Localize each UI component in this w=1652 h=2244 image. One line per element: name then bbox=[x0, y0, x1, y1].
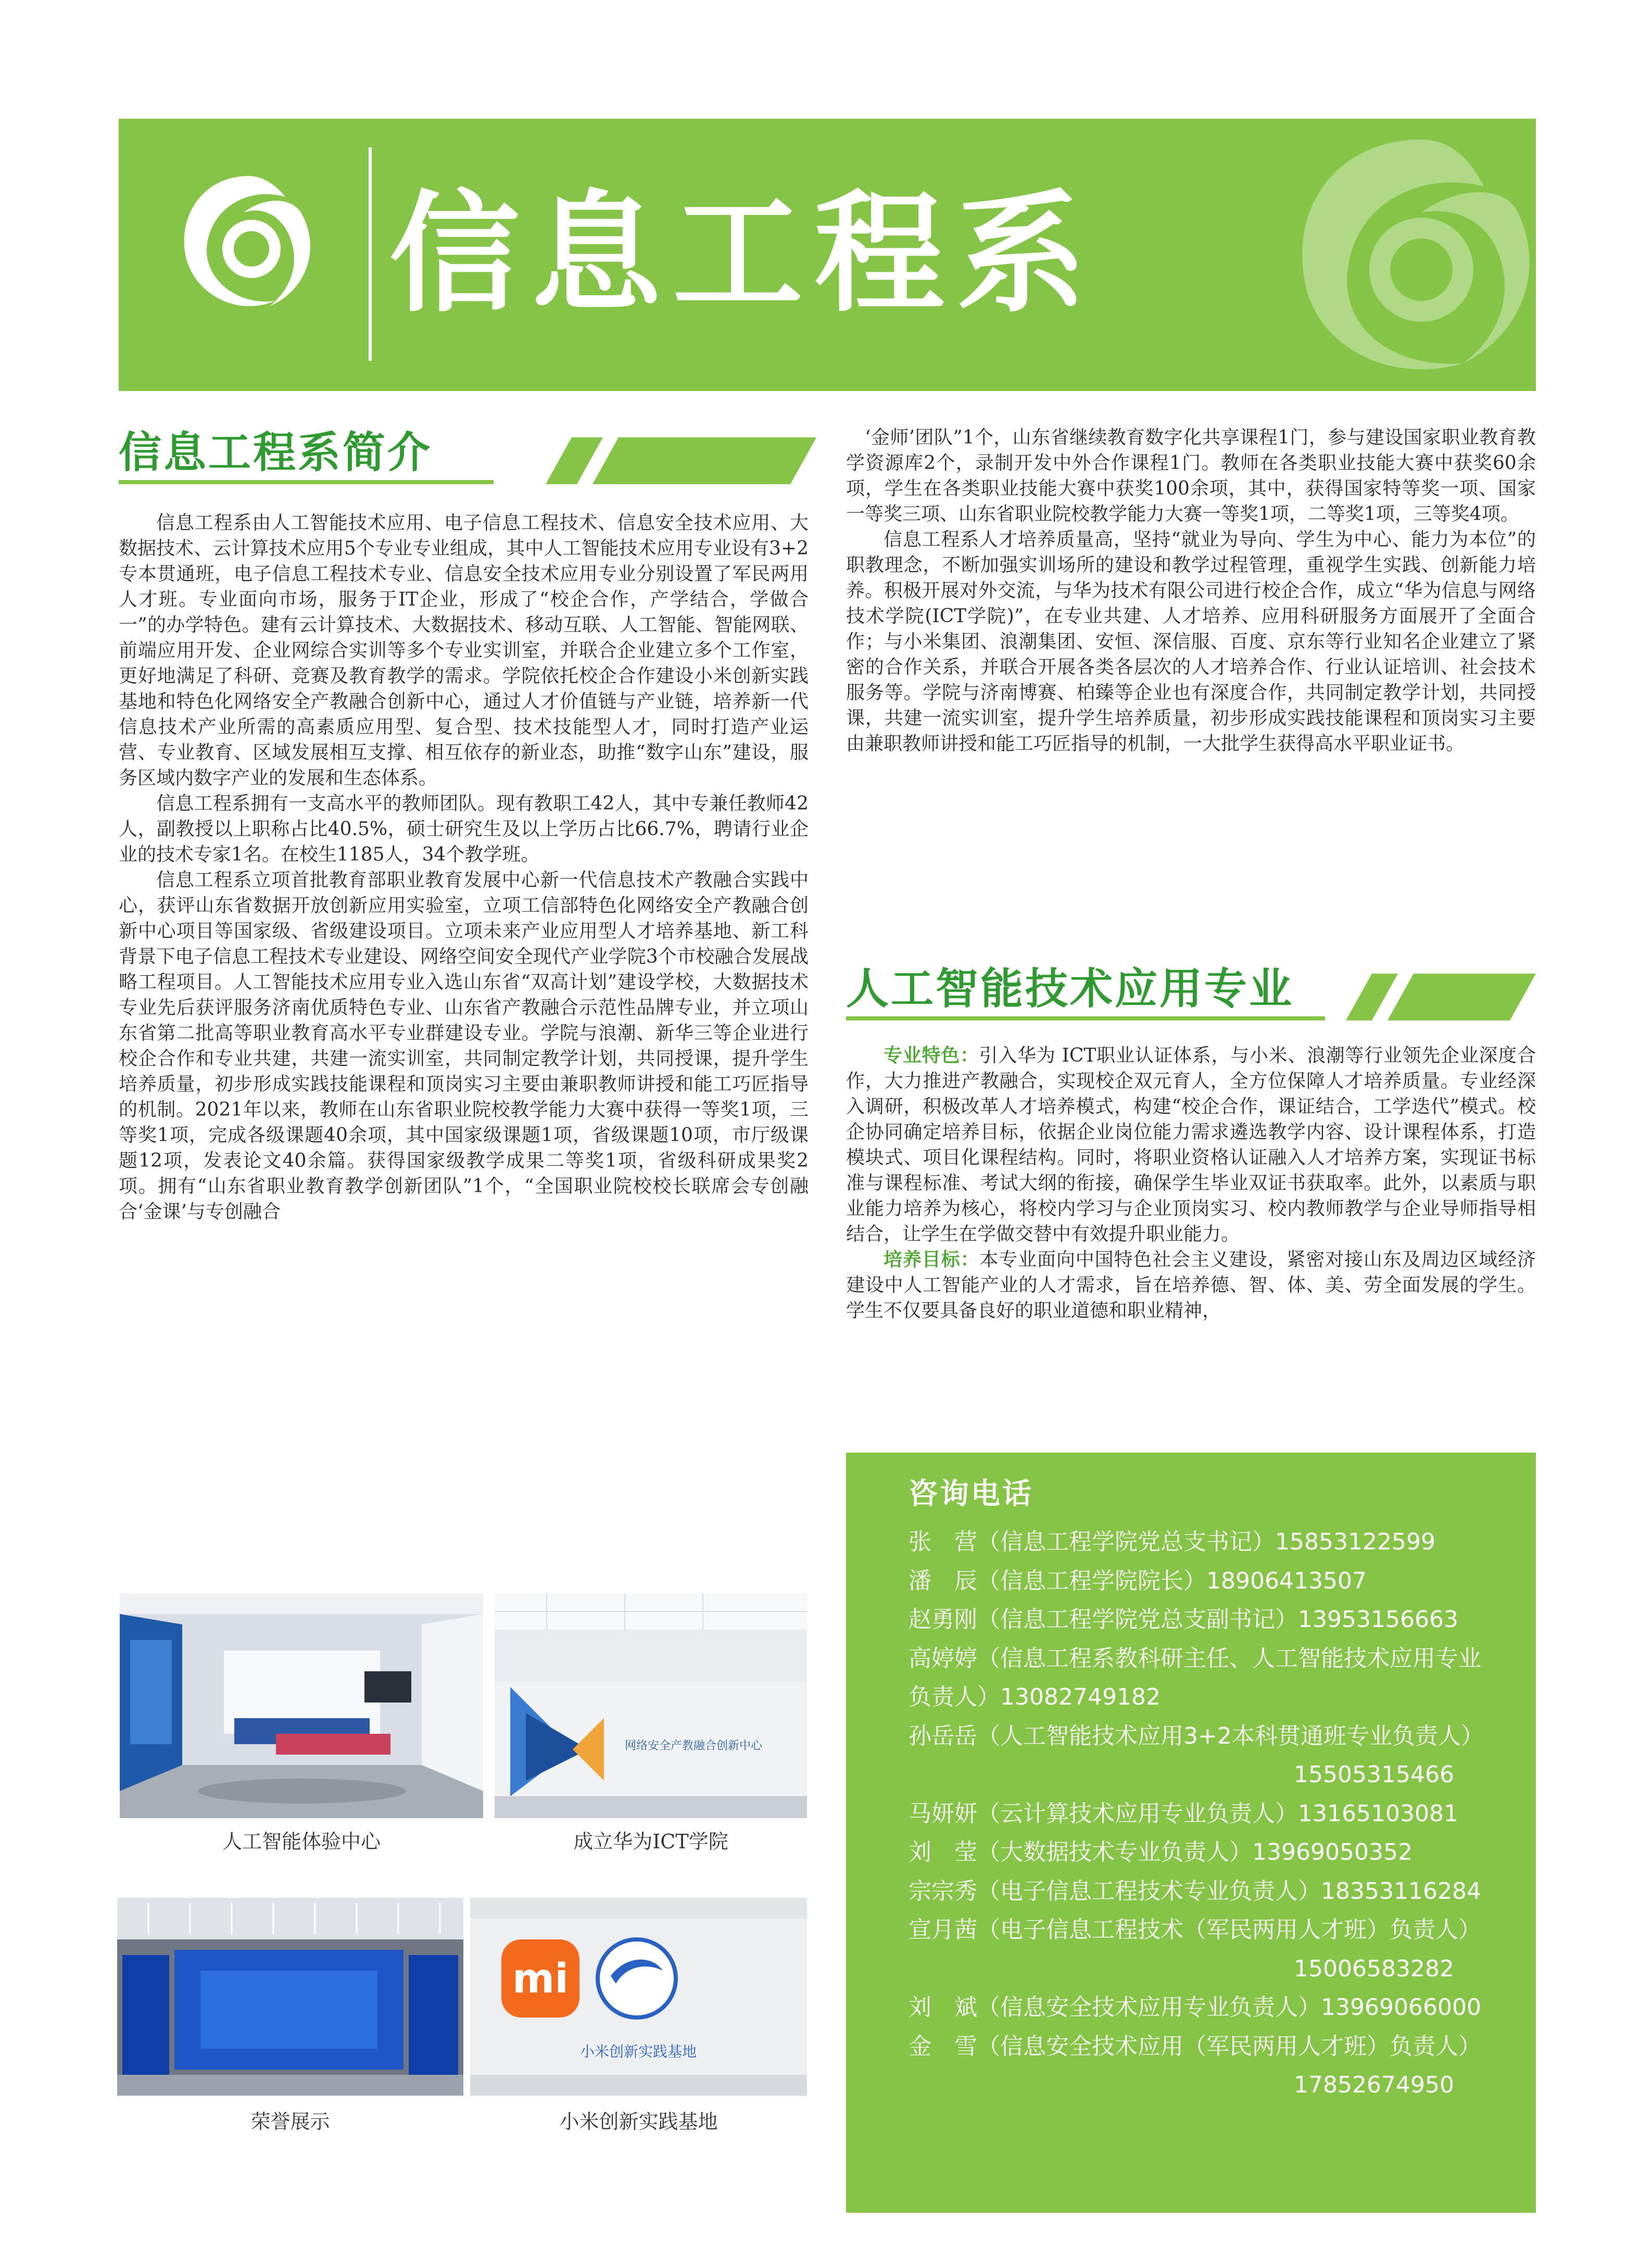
contact-line: 高婷婷（信息工程系教科研主任、人工智能技术应用专业 bbox=[909, 1645, 1481, 1672]
feature-text: 引入华为 ICT职业认证体系，与小米、浪潮等行业领先企业深度合作，大力推进产教融合，实现校企双元育人，全方位保障人才培养质量。专业经深入调研，积极改革人才培养模式，构建“校企合作，课证结合，工学迭代”模式。校企协同确定培养目标，依据企业岗位能力需求遴选教学内容、设计课程体系，打造模块式、项目化课程结构。同时，将职业资格认证融入人才培养方案，实现证书标准与课程标准、考试大纲的衔接，确保学生毕业双证书获取率。此外，以素质与职业能力培养为核心，将校内学习与企业顶岗实习、校内教师教学与企业导师指导相结合，让学生在学做交替中有效提升职业能力。 bbox=[846, 1045, 1536, 1245]
contact-line: 赵勇刚（信息工程学院党总支副书记）13953156663 bbox=[909, 1606, 1458, 1633]
photo-xiaomi-base bbox=[470, 1898, 807, 2096]
goal-text: 本专业面向中国特色社会主义建设，紧密对接山东及周边区域经济建设中人工智能产业的人才需求，旨在培养德、智、体、美、劳全面发展的学生。学生不仅要具备良好的职业道德和职业精神， bbox=[846, 1249, 1536, 1321]
contact-line: 刘 莹（大数据技术专业负责人）13969050352 bbox=[909, 1839, 1413, 1865]
caption-honor: 荣誉展示 bbox=[250, 2110, 330, 2133]
heading-stripes bbox=[1315, 974, 1536, 1020]
contact-line: 张 营（信息工程学院党总支书记）15853122599 bbox=[909, 1529, 1435, 1555]
banner-divider bbox=[369, 147, 372, 361]
section-heading-intro bbox=[119, 427, 816, 484]
ai-major-text bbox=[846, 1043, 1536, 1323]
intro-paragraph-1: 信息工程系由人工智能技术应用、电子信息工程技术、信息安全技术应用、大数据技术、云计算技术应用5个专业专业组成，其中人工智能技术应用专业设有3+2专本贯通班，电子信息工程技术专业、信息安全技术应用专业分别设置了军民两用人才班。专业面向市场，服务于IT企业，形成了“校企合作，产学结合，学做合一”的办学特色。建有云计算技术、大数据技术、移动互联、人工智能、智能网联、前端应用开发、企业网综合实训等多个专业实训室，并联合企业建立多个工作室，更好地满足了科研、竞赛及教育教学的需求。学院依托校企合作建设小米创新实践基地和特色化网络安全产教融合创新中心，通过人才价值链与产业链，培养新一代信息技术产业所需的高素质应用型、复合型、技术技能型人才，同时打造产业运营、专业教育、区域发展相互支撑、相互依存的新业态，助推“数字山东”建设，服务区域内数字产业的发展和生态体系。 bbox=[119, 512, 809, 789]
logo-swirl-icon bbox=[171, 166, 327, 322]
heading-stripes bbox=[525, 437, 816, 484]
contact-line: 孙岳岳（人工智能技术应用3+2本科贯通班专业负责人） bbox=[909, 1722, 1484, 1749]
right-column-text bbox=[846, 425, 1536, 757]
caption-xiaomi: 小米创新实践基地 bbox=[559, 2110, 718, 2133]
contact-phone-line: 17852674950 bbox=[1294, 2072, 1454, 2098]
photo-ai-experience-center bbox=[120, 1593, 483, 1818]
contact-line: 刘 斌（信息安全技术应用专业负责人）13969066000 bbox=[909, 1994, 1481, 2021]
goal-label: 培养目标： bbox=[884, 1249, 980, 1270]
intro-paragraph-3: 信息工程系立项首批教育部职业教育发展中心新一代信息技术产教融合实践中心，获评山东省数据开放创新应用实验室，立项工信部特色化网络安全产教融合创新中心项目等国家级、省级建设项目。立项未来产业应用型人才培养基地、新工科背景下电子信息工程技术专业建设、网络空间安全现代产业学院3个市校融合发展战略工程项目。人工智能技术应用专业入选山东省“双高计划”建设学校，大数据技术专业先后获评服务济南优质特色专业、山东省产教融合示范性品牌专业，并立项山东省第二批高等职业教育高水平专业群建设专业。学院与浪潮、新华三等企业进行校企合作和专业共建，共建一流实训室，共同制定教学计划，共同授课，提升学生培养质量，初步形成实践技能课程和顶岗实习主要由兼职教师讲授和能工巧匠指导的机制。2021年以来，教师在山东省职业院校教学能力大赛中获得一等奖1项，三等奖1项，完成各级课题40余项，其中国家级课题1项，省级课题10项，市厅级课题12项，发表论文40余篇。获得国家级教学成果二等奖1项，省级科研成果奖2项。拥有“山东省职业教育教学创新团队”1个，“全国职业院校校长联席会专创融合‘金课’与专创融合 bbox=[119, 869, 809, 1222]
intro-paragraph-2: 信息工程系拥有一支高水平的教师团队。现有教职工42人，其中专兼任教师42人，副教授以上职称占比40.5%，硕士研究生及以上学历占比66.7%，聘请行业企业的技术专家1名。在校生1185人，34个教学班。 bbox=[119, 793, 809, 865]
contact-line: 负责人）13082749182 bbox=[909, 1684, 1161, 1710]
contact-line: 马妍妍（云计算技术应用专业负责人）13165103081 bbox=[909, 1800, 1458, 1827]
wall-sign-text: 网络安全产教融合创新中心 bbox=[625, 1739, 763, 1753]
feature-paragraph bbox=[846, 1043, 1536, 1247]
section-heading-intro-label: 信息工程系简介 bbox=[119, 428, 433, 477]
contact-heading: 咨询电话 bbox=[909, 1477, 1033, 1511]
intro-paragraph-3-cont: ‘金师’团队”1个，山东省继续教育数字化共享课程1门，参与建设国家职业教育教学资源库2个，录制开发中外合作课程1门。教师在各类职业技能大赛中获奖60余项，学生在各类职业技能大赛中获奖100余项，其中，获得国家特等奖一项、国家一等奖三项、山东省职业院校教学能力大赛一等奖1项，二等奖1项，三等奖4项。 bbox=[846, 427, 1536, 525]
contact-phone-line: 15006583282 bbox=[1294, 1955, 1454, 1982]
contact-list bbox=[909, 1523, 1523, 2105]
heading-underline bbox=[119, 480, 494, 484]
caption-ai-center: 人工智能体验中心 bbox=[222, 1830, 381, 1853]
section-heading-ai bbox=[846, 963, 1536, 1020]
contact-line: 潘 辰（信息工程学院院长）18906413507 bbox=[909, 1567, 1367, 1594]
photo-huawei-ict bbox=[495, 1593, 807, 1818]
contact-phone-line: 15505315466 bbox=[1294, 1761, 1454, 1788]
left-column-text bbox=[119, 510, 809, 1225]
intro-paragraph-4: 信息工程系人才培养质量高，坚持“就业为导向、学生为中心、能力为本位”的职教理念，不断加强实训场所的建设和教学过程管理，重视学生实践、创新能力培养。积极开展对外交流，与华为技术有限公司进行校企合作，成立“华为信息与网络技术学院(ICT学院)”，在专业共建、人才培养、应用科研服务方面展开了全面合作；与小米集团、浪潮集团、安恒、深信服、百度、京东等行业知名企业建立了紧密的合作关系，并联合开展各类各层次的人才培养合作、行业认证培训、社会技术服务等。学院与济南博赛、柏臻等企业也有深度合作，共同制定教学计划，共同授课，共建一流实训室，提升学生培养质量，初步形成实践技能课程和顶岗实习主要由兼职教师讲授和能工巧匠指导的机制，一大批学生获得高水平职业证书。 bbox=[846, 529, 1536, 754]
page-title: 信息工程系 bbox=[389, 178, 1098, 330]
base-sign-text: 小米创新实践基地 bbox=[579, 2043, 697, 2060]
feature-label: 专业特色： bbox=[884, 1044, 979, 1066]
contact-line: 宗宗秀（电子信息工程技术专业负责人）18353116284 bbox=[909, 1877, 1481, 1905]
xiaomi-logo: mi bbox=[512, 1956, 569, 2002]
photo-honor-display bbox=[117, 1898, 463, 2096]
section-heading-ai-label: 人工智能技术应用专业 bbox=[846, 964, 1294, 1014]
contact-line: 宣月茜（电子信息工程技术（军民两用人才班）负责人） bbox=[909, 1917, 1481, 1943]
contact-line: 金 雪（信息安全技术应用（军民两用人才班）负责人） bbox=[909, 2033, 1481, 2060]
decorative-swirl-icon bbox=[1265, 124, 1536, 391]
caption-huawei-ict: 成立华为ICT学院 bbox=[573, 1830, 728, 1853]
header-banner bbox=[119, 119, 1536, 391]
heading-underline bbox=[846, 1016, 1325, 1020]
contact-box bbox=[846, 1453, 1536, 2213]
goal-paragraph bbox=[846, 1247, 1536, 1323]
